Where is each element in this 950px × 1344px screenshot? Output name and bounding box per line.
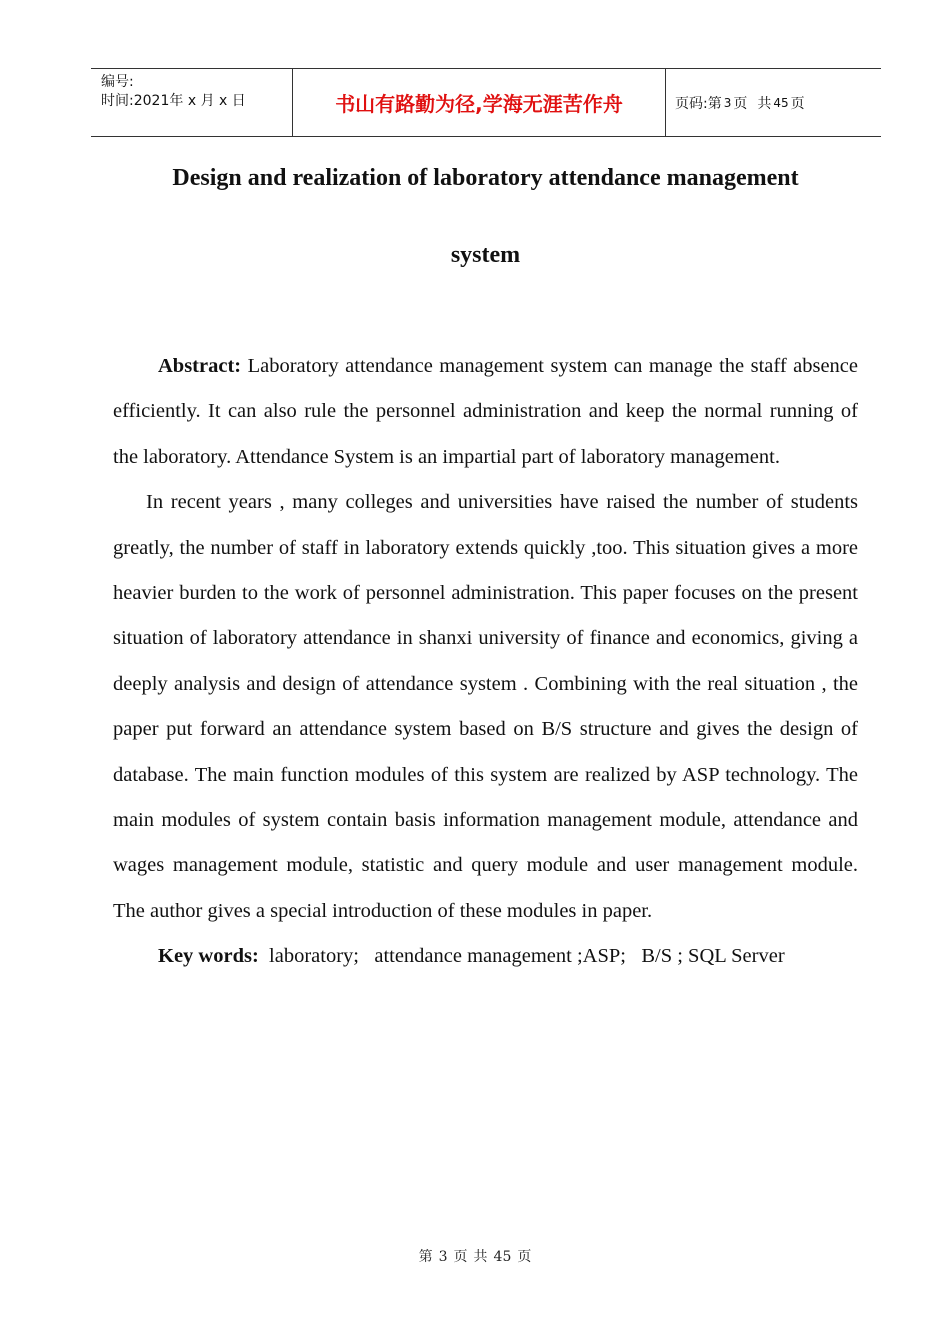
abstract-paragraph <box>113 344 858 480</box>
header-motto: 书山有路勤为径,学海无涯苦作舟 <box>335 92 623 116</box>
body-paragraph: In recent years , many colleges and universities have raised the number of students greatly, the number of staff in laboratory extends quickly ,too. This situation gives a more heavier burden to the work of personnel administration. This paper focuses on the present situation of laboratory attendance in shanxi university of finance and economics, giving a deeply analysis and design of attendance system . Combining with the real situation , the paper put forward an attendance system based on B/S structure and gives the design of database. The main function modules of this system are realized by ASP technology. The main modules of system contain basis information management module, attendance and wages management module, statistic and query module and user management module. The author gives a special introduction of these modules in paper. <box>113 491 858 922</box>
document-body <box>113 344 858 980</box>
time-year-char: 年 <box>169 93 184 109</box>
total-prefix: 共 <box>757 95 772 112</box>
document-title-line-2: system <box>450 242 521 268</box>
keywords-label: Key words: <box>158 945 259 968</box>
footer-page-number: 3 <box>438 1249 448 1265</box>
time-day: x <box>219 93 228 109</box>
footer-total-suffix: 页 <box>517 1249 532 1265</box>
serial-number-label: 编号: <box>101 74 134 90</box>
page-header <box>91 68 881 137</box>
time-year: 2021 <box>133 93 170 109</box>
time-day-char: 日 <box>231 93 246 109</box>
footer-total-prefix: 共 <box>473 1249 488 1265</box>
document-title-line-1: Design and realization of laboratory attendance management <box>172 165 799 191</box>
time-month-char: 月 <box>200 93 215 109</box>
keywords-paragraph <box>113 934 858 979</box>
page-footer <box>0 1246 950 1266</box>
keywords-text: laboratory; attendance management ;ASP; B/S ; SQL Server <box>258 945 785 968</box>
time-line <box>101 92 292 111</box>
header-meta-cell <box>91 69 293 136</box>
total-pages: 45 <box>773 95 789 110</box>
footer-page-prefix: 第 <box>418 1249 433 1265</box>
page-prefix: 第 <box>707 95 722 112</box>
page-label: 页码: <box>675 95 708 112</box>
time-label: 时间: <box>101 93 134 109</box>
abstract-text: Laboratory attendance management system can manage the staff absence efficiently. It can also rule the personnel administration and keep the normal running of the laboratory. Attendance System is an impartial part of laboratory management. <box>113 355 858 468</box>
footer-page-suffix: 页 <box>453 1249 468 1265</box>
header-motto-cell <box>293 69 666 136</box>
abstract-label: Abstract: <box>158 355 242 377</box>
page-number: 3 <box>723 95 732 110</box>
footer-total-pages: 45 <box>493 1249 512 1265</box>
header-page-cell <box>666 69 881 136</box>
total-suffix: 页 <box>790 95 805 112</box>
time-month: x <box>187 93 197 109</box>
page-suffix: 页 <box>733 95 748 112</box>
